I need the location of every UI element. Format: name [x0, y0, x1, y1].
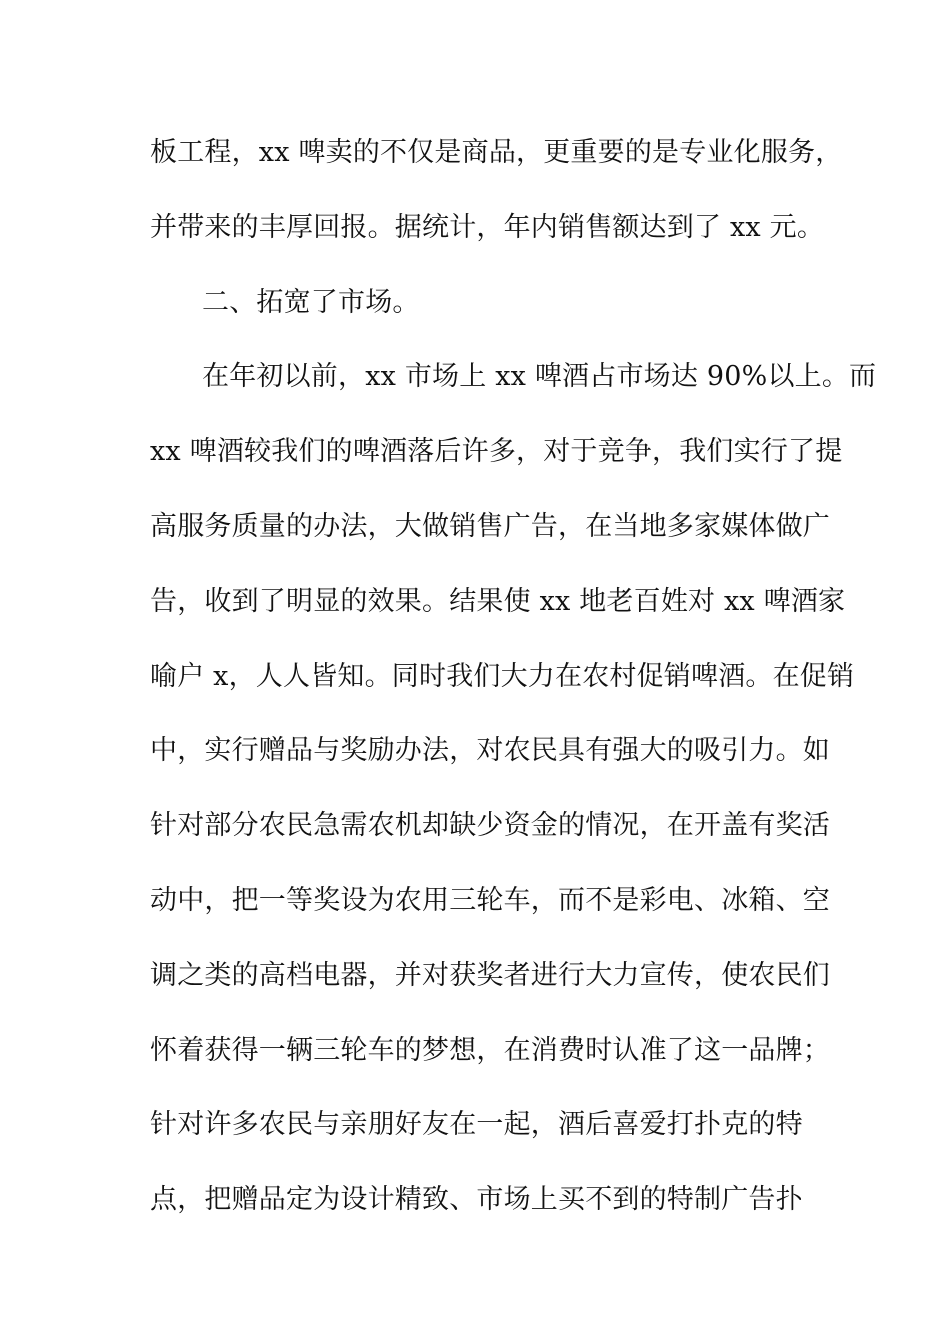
text-line-9: 中，实行赠品与奖励办法，对农民具有强大的吸引力。如 — [150, 735, 830, 766]
text-line-4: 在年初以前，xx 市场上 xx 啤酒占市场达 90%以上。而 — [202, 361, 877, 392]
text-line-6: 高服务质量的办法，大做销售广告，在当地多家媒体做广 — [150, 511, 830, 542]
text-line-8: 喻户 x，人人皆知。同时我们大力在农村促销啤酒。在促销 — [150, 661, 855, 692]
text-line-11: 动中，把一等奖设为农用三轮车，而不是彩电、冰箱、空 — [150, 885, 830, 916]
text-line-15: 点，把赠品定为设计精致、市场上买不到的特制广告扑 — [150, 1184, 803, 1215]
section-heading: 二、拓宽了市场。 — [202, 287, 420, 318]
text-line-5: xx 啤酒较我们的啤酒落后许多，对于竞争，我们实行了提 — [150, 436, 843, 467]
text-line-14: 针对许多农民与亲朋好友在一起，酒后喜爱打扑克的特 — [150, 1109, 803, 1140]
text-line-13: 怀着获得一辆三轮车的梦想，在消费时认准了这一品牌； — [150, 1035, 830, 1066]
text-line-1: 板工程，xx 啤卖的不仅是商品，更重要的是专业化服务， — [150, 137, 843, 168]
text-line-10: 针对部分农民急需农机却缺少资金的情况，在开盖有奖活 — [150, 810, 830, 841]
text-line-2: 并带来的丰厚回报。据统计，年内销售额达到了 xx 元。 — [150, 212, 825, 243]
text-line-7: 告，收到了明显的效果。结果使 xx 地老百姓对 xx 啤酒家 — [150, 586, 846, 617]
text-line-12: 调之类的高档电器，并对获奖者进行大力宣传，使农民们 — [150, 960, 830, 991]
